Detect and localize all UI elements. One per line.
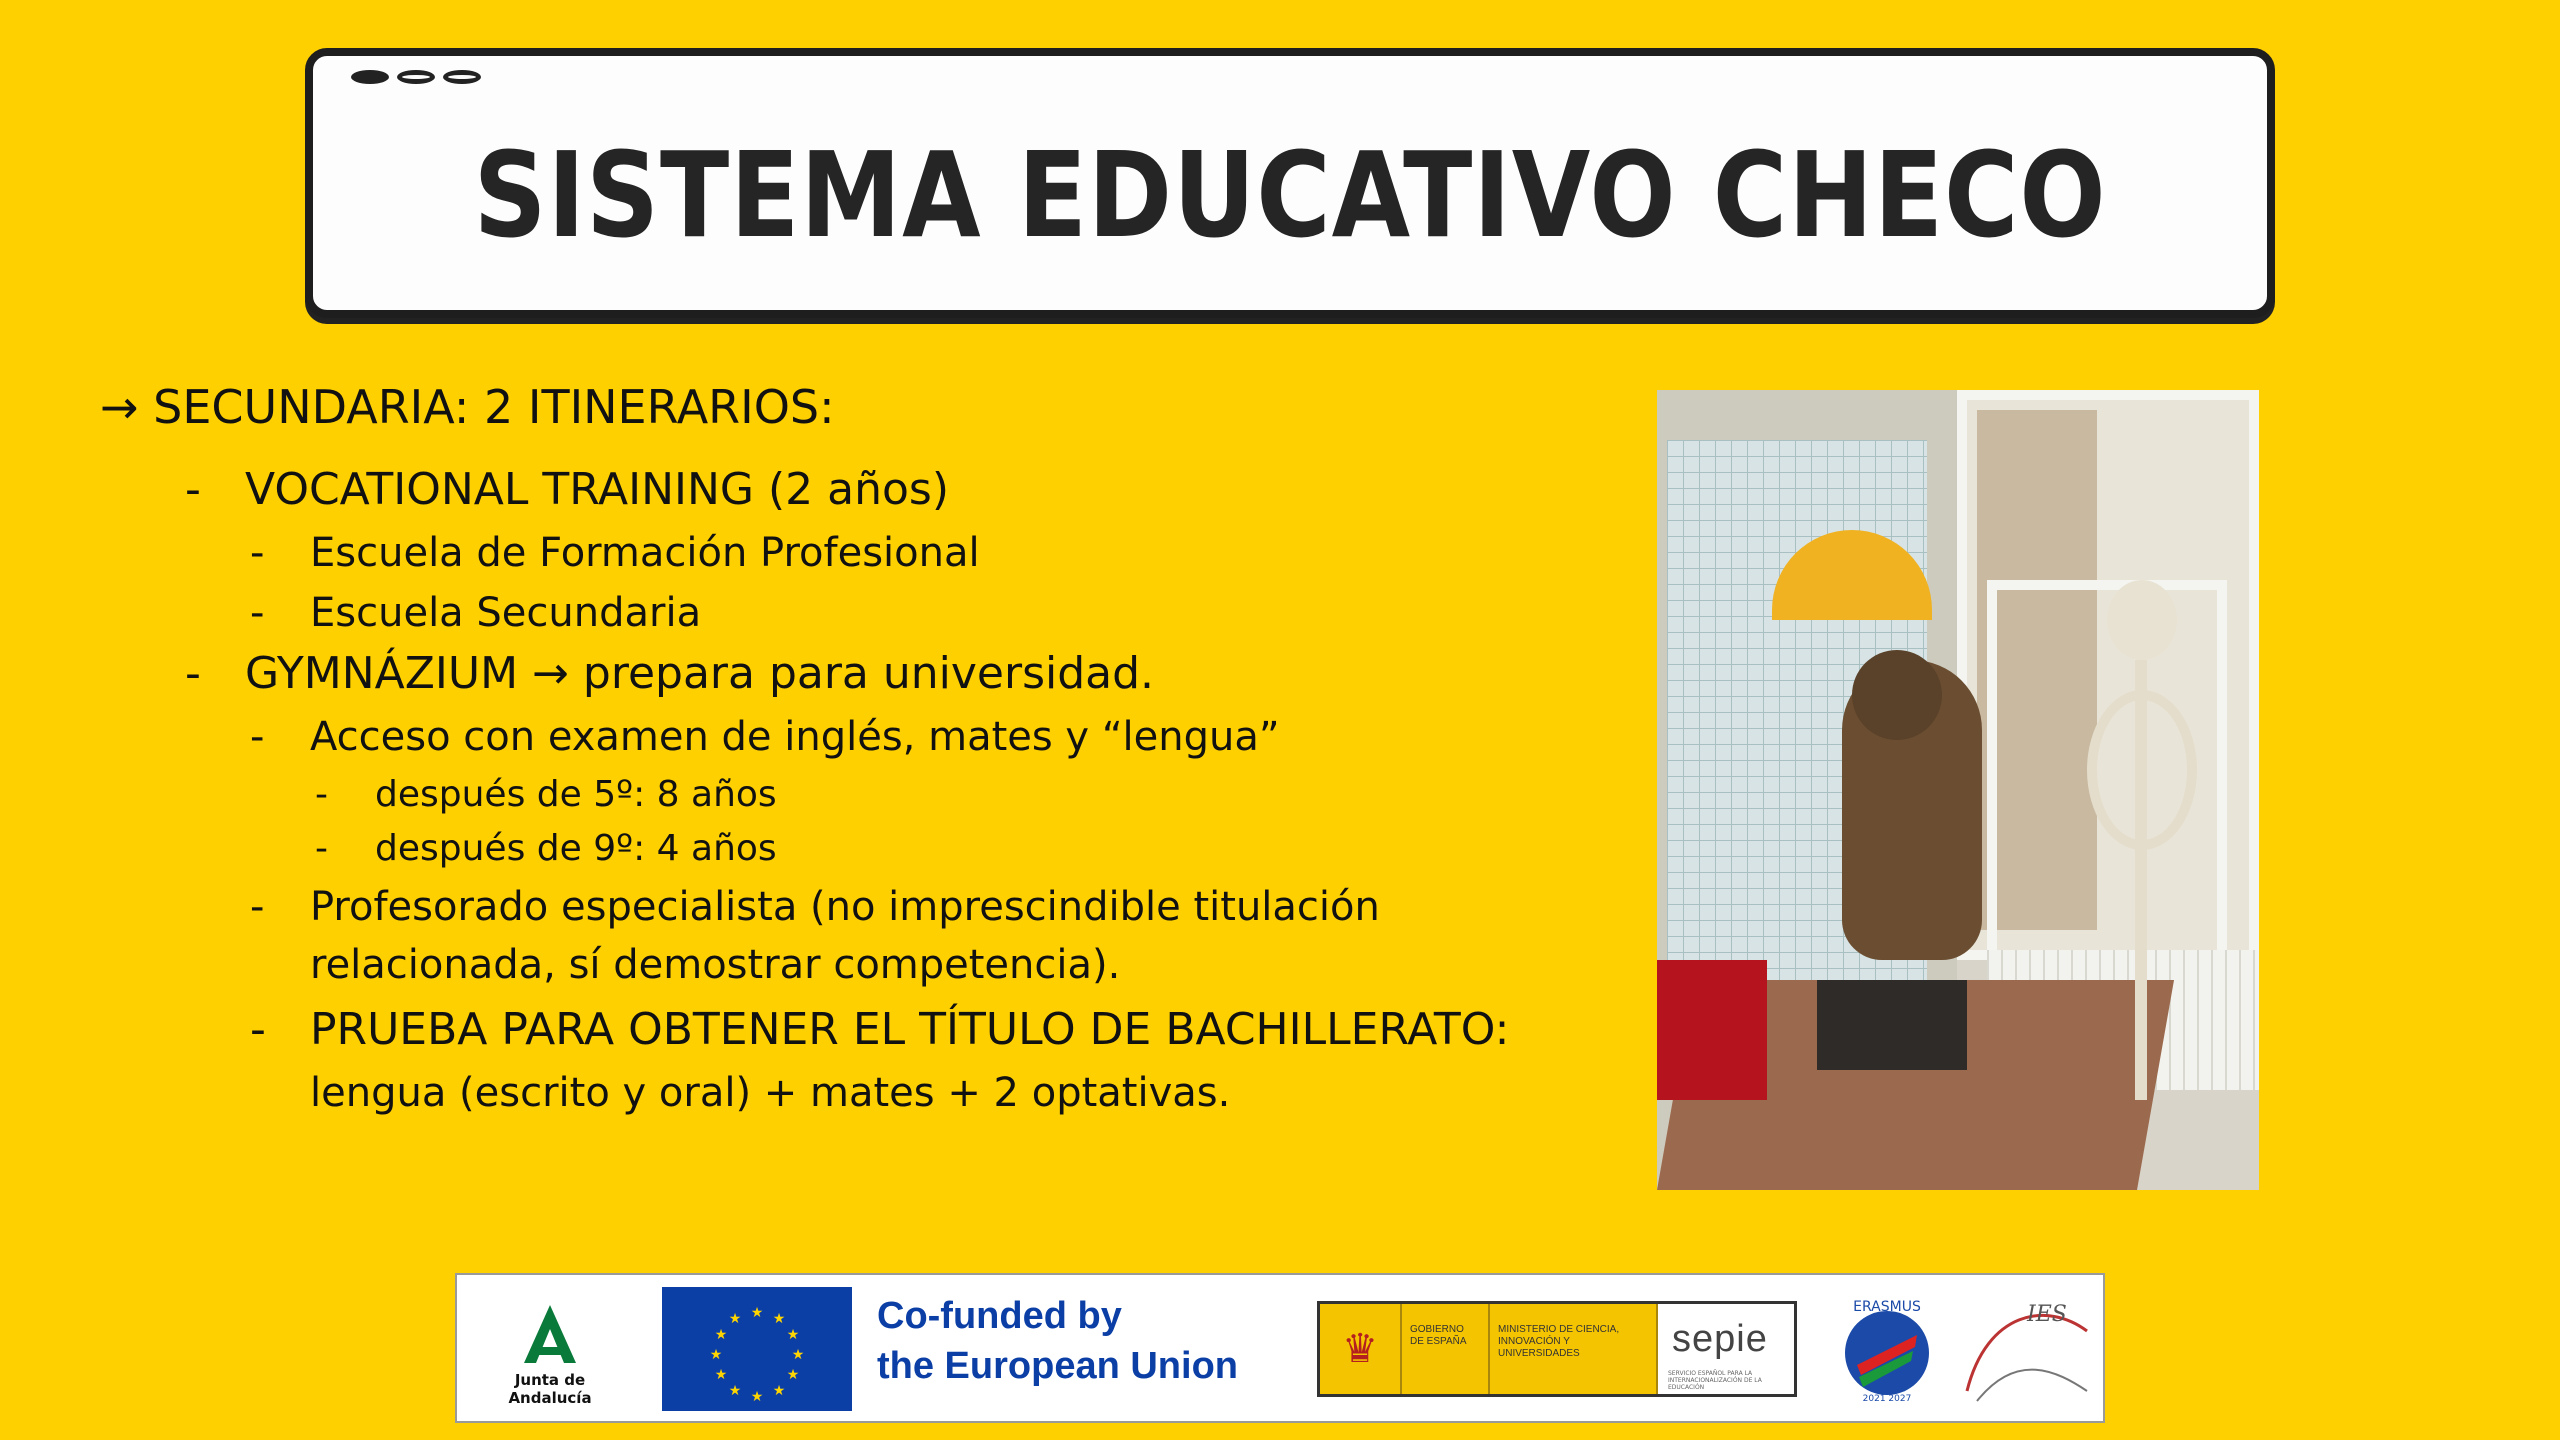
- list-item-continuation: lengua (escrito y oral) + mates + 2 optativas.: [310, 1070, 1231, 1116]
- list-item: - VOCATIONAL TRAINING (2 años): [185, 464, 949, 515]
- svg-text:★: ★: [714, 1327, 728, 1343]
- funding-logos: [455, 1273, 2105, 1423]
- erasmus-logo: [1837, 1295, 1937, 1405]
- list-item: - Acceso con examen de inglés, mates y “lengua”: [250, 714, 1280, 760]
- list-item: - GYMNÁZIUM → prepara para universidad.: [185, 648, 1155, 699]
- eu-cofunded-text: Co-funded by the European Union: [877, 1295, 1238, 1387]
- svg-text:★: ★: [786, 1367, 800, 1383]
- spain-crest-icon: ♛: [1320, 1304, 1400, 1394]
- list-item: - Profesorado especialista (no imprescindible titulación: [250, 884, 1380, 930]
- svg-text:★: ★: [728, 1311, 742, 1327]
- sepie-logo: sepie SERVICIO ESPAÑOL PARA LA INTERNACIONALIZACIÓN DE LA EDUCACIÓN: [1656, 1304, 1794, 1394]
- ies-school-logo: [1957, 1291, 2097, 1411]
- svg-text:IES: IES: [2027, 1302, 2067, 1327]
- eu-flag-icon: [662, 1287, 852, 1411]
- svg-text:ERASMUS: ERASMUS: [1853, 1299, 1921, 1315]
- svg-text:★: ★: [714, 1367, 728, 1383]
- svg-text:★: ★: [772, 1311, 786, 1327]
- window-dots: [351, 70, 481, 84]
- list-item: - PRUEBA PARA OBTENER EL TÍTULO DE BACHILLERATO:: [250, 1004, 1510, 1055]
- junta-andalucia-logo: Junta de Andalucía: [475, 1295, 625, 1413]
- svg-text:★: ★: [728, 1383, 742, 1399]
- list-item: - Escuela Secundaria: [250, 590, 702, 636]
- dot-icon: [443, 70, 481, 84]
- dot-icon: [397, 70, 435, 84]
- dot-icon: [351, 70, 389, 84]
- spain-government-logo: ♛ GOBIERNO DE ESPAÑA MINISTERIO DE CIENCIA, INNOVACIÓN Y UNIVERSIDADES sepie SERVICIO ESPAÑOL PARA LA INTERNACIONALIZACIÓN DE LA EDUCACIÓN: [1317, 1301, 1797, 1397]
- svg-text:★: ★: [791, 1347, 805, 1363]
- junta-icon: [520, 1303, 580, 1365]
- svg-text:★: ★: [750, 1305, 764, 1321]
- list-item: - después de 9º: 4 años: [315, 828, 777, 869]
- list-item: - después de 5º: 8 años: [315, 774, 777, 815]
- page-title: SISTEMA EDUCATIVO CHECO: [473, 126, 2107, 264]
- section-heading: → SECUNDARIA: 2 ITINERARIOS:: [100, 380, 835, 434]
- list-item: - Escuela de Formación Profesional: [250, 530, 980, 576]
- svg-text:★: ★: [709, 1347, 723, 1363]
- svg-text:2021 2027: 2021 2027: [1862, 1394, 1912, 1404]
- svg-text:★: ★: [786, 1327, 800, 1343]
- classroom-photo: [1657, 390, 2259, 1190]
- list-item-continuation: relacionada, sí demostrar competencia).: [310, 942, 1121, 988]
- title-card: [305, 48, 2275, 318]
- svg-text:★: ★: [772, 1383, 786, 1399]
- svg-text:★: ★: [750, 1389, 764, 1405]
